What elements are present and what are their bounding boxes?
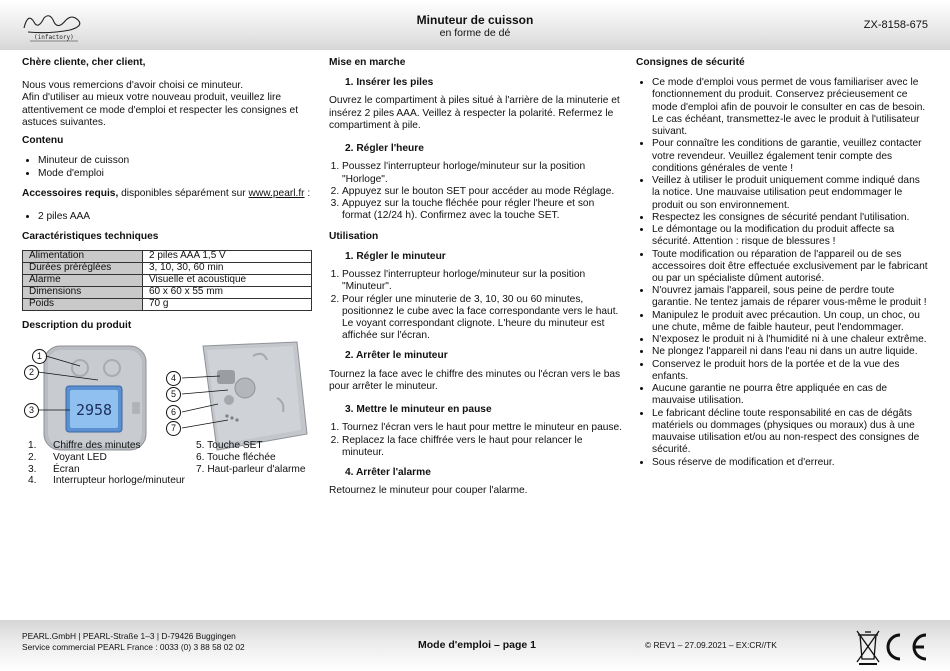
spec-value: 3, 10, 30, 60 min — [143, 262, 312, 274]
list-item: • N'exposez le produit ni à l'humidité ni à une chaleur extrême. — [652, 334, 930, 346]
table-row — [23, 298, 312, 310]
legend-left — [28, 440, 185, 487]
step-list — [329, 269, 624, 342]
list-item: • 2 piles AAA — [38, 211, 312, 223]
legend-item: 7. Haut-parleur d'alarme — [196, 463, 306, 475]
mise-en-marche-heading: Mise en marche — [329, 57, 406, 68]
list-item: 1. Tournez l'écran vers le haut pour mettre le minuteur en pause. — [342, 422, 624, 434]
list-item: 2. Appuyez sur le bouton SET pour accéder au mode Réglage. — [342, 186, 624, 198]
spec-key: Dimensions — [23, 286, 143, 298]
spec-value: 60 x 60 x 55 mm — [143, 286, 312, 298]
list-item: 1. Poussez l'interrupteur horloge/minuteur sur la position "Minuteur". — [342, 269, 624, 293]
legend-text: Interrupteur horloge/minuteur — [53, 475, 185, 487]
callout-7: 7 — [166, 421, 181, 436]
step-heading: 4. Arrêter l'alarme — [345, 467, 431, 479]
list-item: • Minuteur de cuisson — [38, 155, 312, 167]
legend-item — [28, 464, 185, 476]
legend-item — [28, 452, 185, 464]
table-row — [23, 262, 312, 274]
safety-heading: Consignes de sécurité — [636, 57, 745, 68]
step-list — [329, 422, 624, 459]
document-title: Minuteur de cuisson — [416, 13, 534, 27]
legend-item — [28, 440, 185, 452]
list-item: 2. Replacez la face chiffrée vers le haut pour relancer le minuteur. — [342, 435, 624, 459]
accessories-label: Accessoires requis, — [22, 187, 119, 199]
spec-key: Poids — [23, 298, 143, 310]
service-phone: Service commercial PEARL France : 0033 (0) 3 88 58 02 02 — [22, 641, 245, 652]
callout-2: 2 — [24, 365, 39, 380]
contenu-list — [22, 155, 312, 179]
column-3 — [636, 57, 930, 477]
safety-list — [636, 77, 930, 469]
list-item: • Pour connaître les conditions de garantie, veuillez contacter votre revendeur. Veuillez également tenir compte des conditions générales de vente ! — [652, 138, 930, 175]
list-item: • Mode d'emploi — [38, 168, 312, 180]
legend-item: 5. Touche SET — [196, 440, 263, 451]
step-heading: 1. Insérer les piles — [345, 77, 434, 89]
accessories-line — [22, 188, 312, 200]
page-label: Mode d'emploi – page 1 — [418, 639, 537, 651]
list-item: • Ne plongez l'appareil ni dans l'eau ni dans un autre liquide. — [652, 346, 930, 358]
spec-value: 2 piles AAA 1,5 V — [143, 250, 312, 262]
company-info — [22, 631, 245, 652]
list-item: 1. Poussez l'interrupteur horloge/minuteur sur la position "Horloge". — [342, 161, 624, 185]
list-item: 3. Appuyez sur la touche fléchée pour régler l'heure et son format (12/24 h). Confirmez avec la touche SET. — [342, 198, 624, 222]
column-1 — [22, 57, 312, 460]
intro-text-2: Afin d'utiliser au mieux votre nouveau produit, veuillez lire attentivement ce mode d'emploi et respecter les consignes et astuces suivantes. — [22, 92, 299, 128]
list-item: • Conservez le produit hors de la portée et de la vue des enfants. — [652, 359, 930, 383]
step-text: Retournez le minuteur pour couper l'alarme. — [329, 485, 528, 497]
accessories-colon: : — [304, 187, 311, 199]
page-footer — [0, 620, 950, 671]
legend-text: Écran — [53, 463, 80, 475]
greeting: Chère cliente, cher client, — [22, 57, 146, 68]
company-address: PEARL.GmbH | PEARL-Straße 1–3 | D-79426 Buggingen — [22, 631, 236, 641]
list-item: • Respectez les consignes de sécurité pendant l'utilisation. — [652, 212, 930, 224]
accessories-text: disponibles séparément sur — [118, 187, 249, 199]
step-text: Tournez la face avec le chiffre des minutes ou l'écran vers le bas pour arrêter le minuteur. — [329, 368, 621, 392]
table-row — [23, 274, 312, 286]
column-2 — [329, 57, 624, 498]
legend-right — [196, 440, 306, 475]
step-list — [329, 161, 624, 222]
step-heading: 2. Arrêter le minuteur — [345, 350, 448, 362]
legend-item: 6. Touche fléchée — [196, 451, 276, 463]
revision-info: © REV1 – 27.09.2021 – EX:CR//TK — [645, 640, 777, 650]
display-digits: 2958 — [75, 400, 113, 419]
list-item: • Toute modification ou réparation de l'appareil ou de ses accessoires doit être effectuée exclusivement par le fabricant ou par un spécialiste dûment autorisé. — [652, 249, 930, 286]
spec-key: Alarme — [23, 274, 143, 286]
page-header — [0, 0, 950, 50]
description-heading: Description du produit — [22, 319, 132, 331]
list-item: • Manipulez le produit avec précaution. Un coup, un choc, ou une chute, même de faible hauteur, peut l'endommager. — [652, 310, 930, 334]
intro-text: Nous vous remercions d'avoir choisi ce minuteur. — [22, 80, 244, 92]
spec-heading: Caractéristiques techniques — [22, 231, 159, 243]
list-item: • N'ouvrez jamais l'appareil, sous peine de perdre toute garantie. Ne tentez jamais de réparer vous-même le produit ! — [652, 285, 930, 309]
contenu-heading: Contenu — [22, 135, 64, 147]
spec-value: Visuelle et acoustique — [143, 274, 312, 286]
list-item: • Le démontage ou la modification du produit affecte sa sécurité. Attention : risque de blessures ! — [652, 224, 930, 248]
legend-number: 4. — [28, 475, 37, 487]
legend-text: Voyant LED — [53, 451, 107, 463]
step-text: Ouvrez le compartiment à piles situé à l'arrière de la minuterie et insérez 2 piles AAA. Veillez à respecter la polarité. Refermez le compartiment à pile. — [329, 95, 620, 131]
list-item: • Aucune garantie ne pourra être appliquée en cas de mauvaise utilisation. — [652, 383, 930, 407]
list-item: 2. Pour régler une minuterie de 3, 10, 30 ou 60 minutes, positionnez le cube avec la face correspondante vers le haut. Le voyant correspondant clignote. L'heure du minuteur est affichée sur l'écran. — [342, 294, 624, 343]
list-item: • Le fabricant décline toute responsabilité en cas de dégâts matériels ou dommages (physiques ou moraux) dus à une mauvaise utilisation et/ou au non-respect des consignes de sécurité. — [652, 408, 930, 457]
callout-3: 3 — [24, 403, 39, 418]
pearl-link[interactable]: www.pearl.fr — [248, 187, 305, 199]
weee-bin-icon — [857, 631, 879, 665]
callout-4: 4 — [166, 371, 181, 386]
legend-number: 1. — [28, 440, 37, 451]
utilisation-heading: Utilisation — [329, 230, 379, 242]
legend-item — [28, 475, 185, 487]
list-item: • Ce mode d'emploi vous permet de vous familiariser avec le fonctionnement du produit. Conservez précieusement ce mode d'emploi afin de pouvoir le consulter en cas de besoin. Le cas échéant, transmettez-le avec le produit à l'utilisateur suivant. — [652, 77, 930, 138]
step-heading: 3. Mettre le minuteur en pause — [345, 404, 492, 416]
ce-mark-icon — [888, 635, 926, 659]
table-row — [23, 286, 312, 298]
spec-value: 70 g — [143, 298, 312, 310]
legend-number: 3. — [28, 463, 37, 475]
list-item: • Sous réserve de modification et d'erreur. — [652, 457, 930, 469]
callout-6: 6 — [166, 405, 181, 420]
step-heading: 2. Régler l'heure — [345, 143, 424, 155]
certification-icons — [856, 629, 930, 665]
legend-number: 2. — [28, 451, 37, 463]
accessories-list — [22, 211, 312, 223]
table-row — [23, 250, 312, 262]
legend-text: Chiffre des minutes — [53, 440, 141, 451]
callout-5: 5 — [166, 387, 181, 402]
spec-table — [22, 250, 312, 311]
spec-key: Durées préréglées — [23, 262, 143, 274]
product-code: ZX-8158-675 — [863, 19, 928, 31]
list-item: • Veillez à utiliser le produit uniquement comme indiqué dans la notice. Une mauvaise utilisation peut endommager le produit ou son environnement. — [652, 175, 930, 212]
callout-1: 1 — [32, 349, 47, 364]
svg-text:(infactory): (infactory) — [34, 34, 74, 41]
step-heading: 1. Régler le minuteur — [345, 250, 446, 262]
document-subtitle: en forme de dé — [439, 27, 511, 39]
spec-key: Alimentation — [23, 250, 143, 262]
